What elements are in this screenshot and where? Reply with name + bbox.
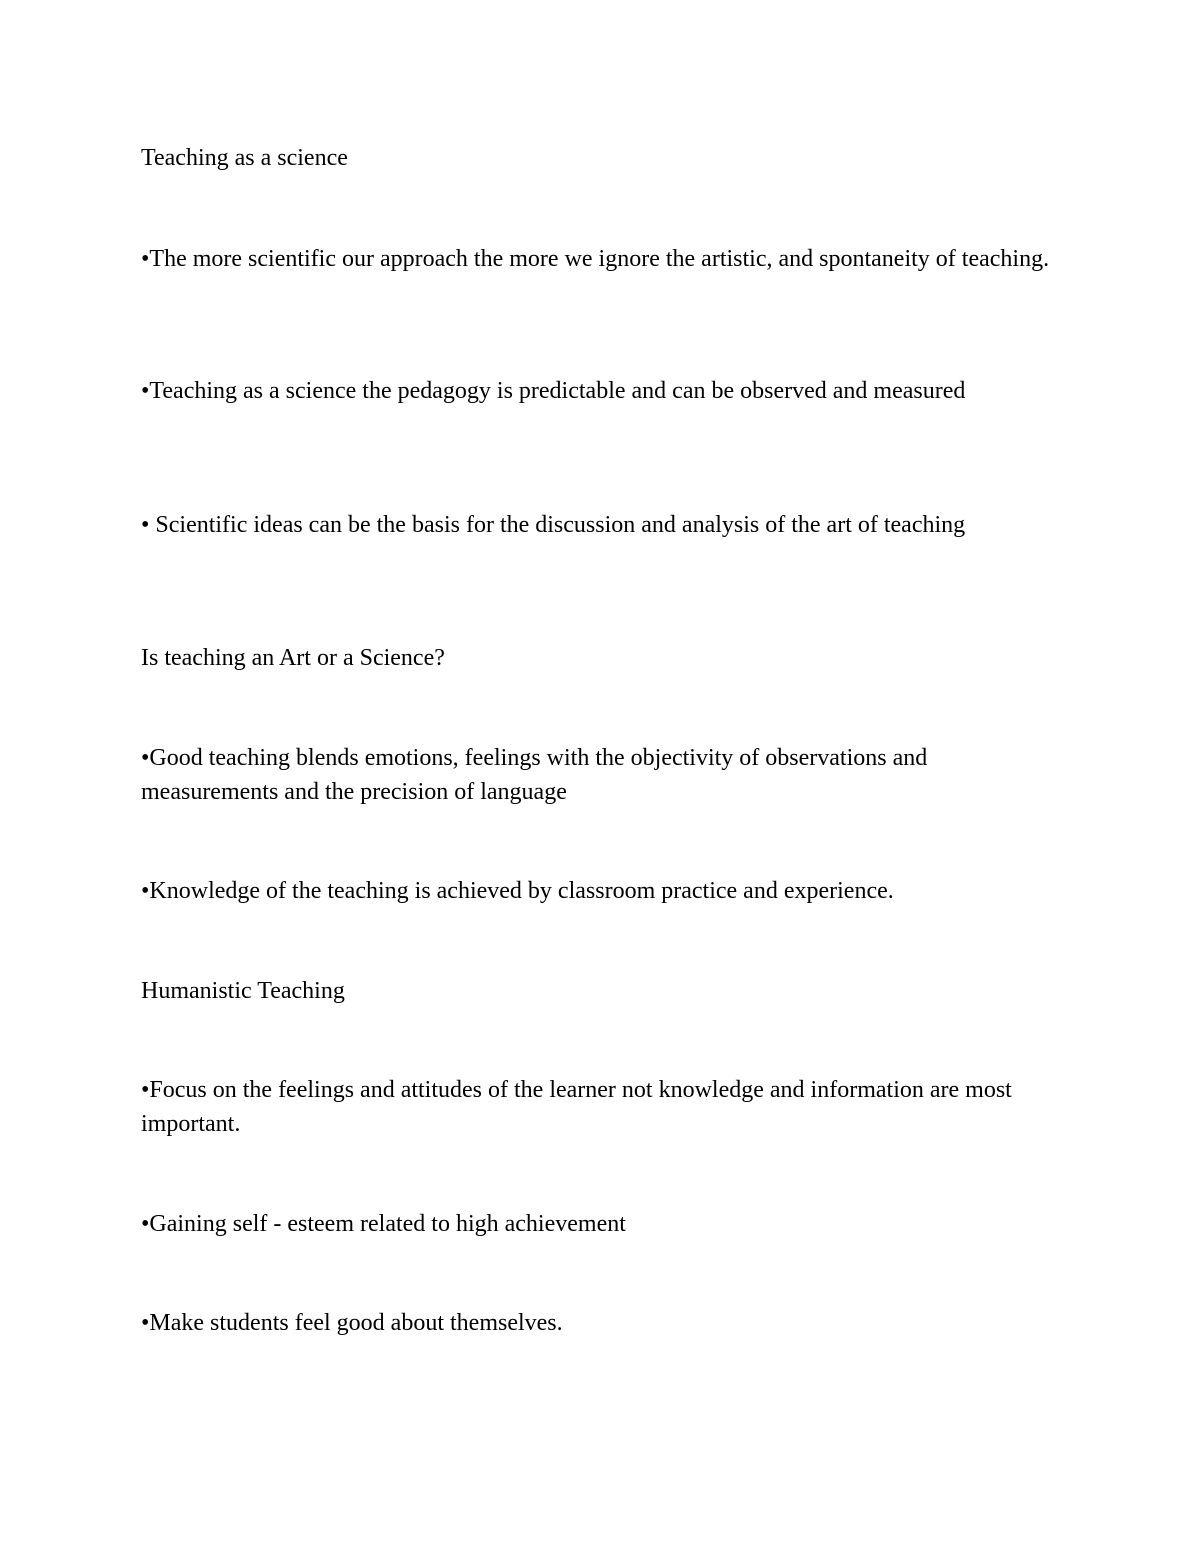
section-heading: Is teaching an Art or a Science? [141,645,445,671]
bullet-item: •Focus on the feelings and attitudes of the learner not knowledge and information are most important. [141,1077,1012,1137]
section-heading: Humanistic Teaching [141,978,345,1004]
bullet-item: •Knowledge of the teaching is achieved by classroom practice and experience. [141,878,894,904]
section-heading: Teaching as a science [141,145,348,171]
bullet-item: •The more scientific our approach the more we ignore the artistic, and spontaneity of teaching. [141,246,1050,272]
bullet-item: •Teaching as a science the pedagogy is predictable and can be observed and measured [141,378,966,404]
bullet-item: •Make students feel good about themselves. [141,1310,563,1336]
bullet-item: •Good teaching blends emotions, feelings with the objectivity of observations and measurements and the precision of language [141,745,928,805]
bullet-item: •Gaining self - esteem related to high achievement [141,1211,626,1237]
bullet-item: • Scientific ideas can be the basis for the discussion and analysis of the art of teaching [141,512,966,538]
